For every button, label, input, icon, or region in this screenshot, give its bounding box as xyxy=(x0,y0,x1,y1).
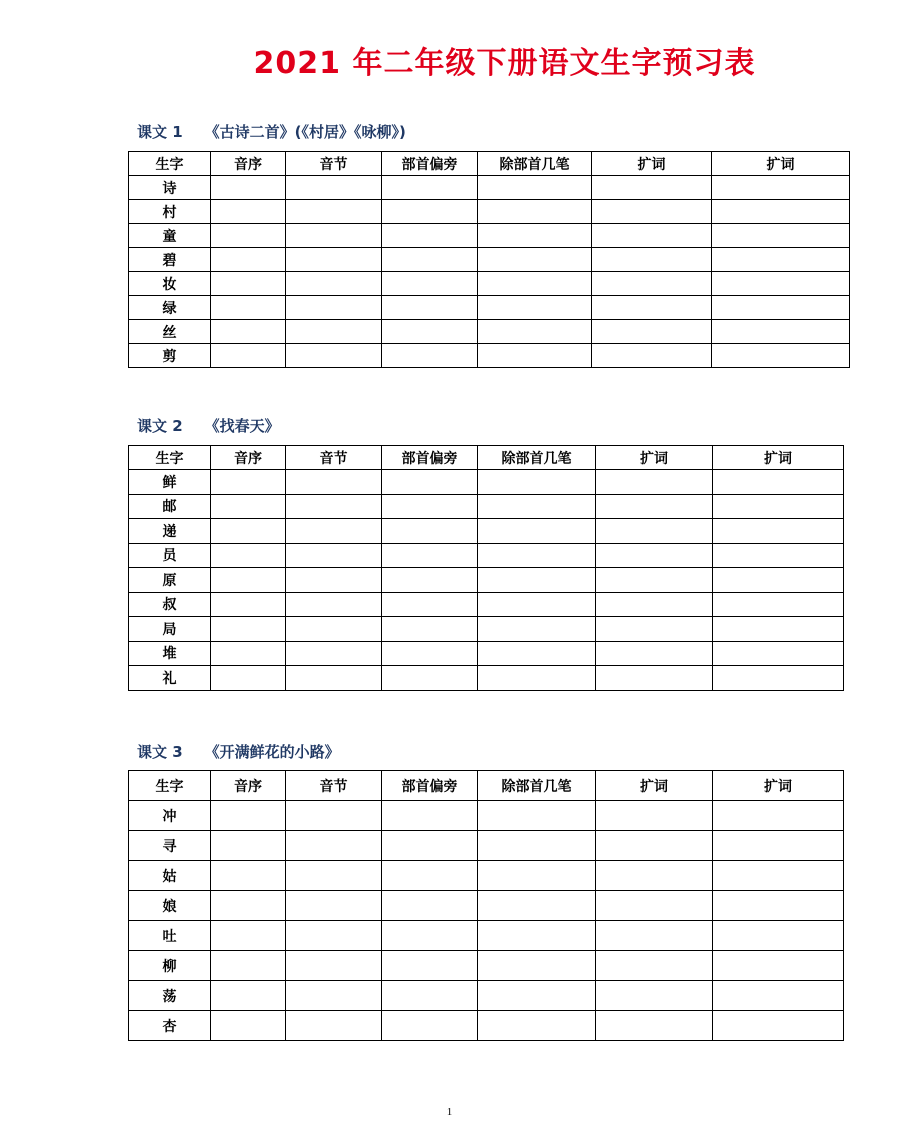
blank-answer-cell[interactable] xyxy=(713,921,844,951)
character-cell: 诗 xyxy=(129,176,211,200)
blank-answer-cell[interactable] xyxy=(592,272,712,296)
blank-answer-cell[interactable] xyxy=(478,568,596,593)
blank-answer-cell[interactable] xyxy=(596,519,713,544)
blank-answer-cell[interactable] xyxy=(478,344,592,368)
table-header-row xyxy=(129,446,844,470)
character-cell: 村 xyxy=(129,200,211,224)
blank-answer-cell[interactable] xyxy=(286,470,382,495)
blank-answer-cell[interactable] xyxy=(211,951,286,981)
blank-answer-cell[interactable] xyxy=(211,320,286,344)
table-row xyxy=(129,861,844,891)
blank-answer-cell[interactable] xyxy=(596,470,713,495)
blank-answer-cell[interactable] xyxy=(478,224,592,248)
blank-answer-cell[interactable] xyxy=(596,543,713,568)
blank-answer-cell[interactable] xyxy=(712,272,850,296)
blank-answer-cell[interactable] xyxy=(713,519,844,544)
blank-answer-cell[interactable] xyxy=(286,592,382,617)
table-row xyxy=(129,224,850,248)
blank-answer-cell[interactable] xyxy=(211,831,286,861)
blank-answer-cell[interactable] xyxy=(478,296,592,320)
blank-answer-cell[interactable] xyxy=(478,592,596,617)
lesson-title: 《找春天》 xyxy=(204,417,280,435)
column-header: 扩词 xyxy=(712,152,850,176)
lesson-heading-3 xyxy=(137,741,340,762)
vocab-table-lesson-3 xyxy=(128,770,844,1041)
blank-answer-cell[interactable] xyxy=(592,224,712,248)
table-row xyxy=(129,666,844,691)
blank-answer-cell[interactable] xyxy=(211,891,286,921)
lesson-heading-1 xyxy=(137,121,406,142)
column-header: 音节 xyxy=(286,771,382,801)
blank-answer-cell[interactable] xyxy=(382,176,478,200)
table-row xyxy=(129,921,844,951)
character-cell: 柳 xyxy=(129,951,211,981)
blank-answer-cell[interactable] xyxy=(596,641,713,666)
blank-answer-cell[interactable] xyxy=(211,617,286,642)
blank-answer-cell[interactable] xyxy=(713,891,844,921)
blank-answer-cell[interactable] xyxy=(596,801,713,831)
character-cell: 碧 xyxy=(129,248,211,272)
blank-answer-cell[interactable] xyxy=(382,617,478,642)
blank-answer-cell[interactable] xyxy=(382,951,478,981)
lesson-number: 课文 2 xyxy=(137,417,183,435)
blank-answer-cell[interactable] xyxy=(478,666,596,691)
blank-answer-cell[interactable] xyxy=(382,981,478,1011)
table-row xyxy=(129,617,844,642)
blank-answer-cell[interactable] xyxy=(211,641,286,666)
table-row xyxy=(129,176,850,200)
character-cell: 员 xyxy=(129,543,211,568)
column-header: 扩词 xyxy=(592,152,712,176)
blank-answer-cell[interactable] xyxy=(382,272,478,296)
blank-answer-cell[interactable] xyxy=(478,543,596,568)
column-header: 音节 xyxy=(286,446,382,470)
lesson-number: 课文 3 xyxy=(137,743,183,761)
blank-answer-cell[interactable] xyxy=(382,568,478,593)
blank-answer-cell[interactable] xyxy=(596,494,713,519)
character-cell: 绿 xyxy=(129,296,211,320)
blank-answer-cell[interactable] xyxy=(211,224,286,248)
table-row xyxy=(129,568,844,593)
table-row xyxy=(129,470,844,495)
character-cell: 荡 xyxy=(129,981,211,1011)
blank-answer-cell[interactable] xyxy=(382,344,478,368)
blank-answer-cell[interactable] xyxy=(712,224,850,248)
character-cell: 童 xyxy=(129,224,211,248)
blank-answer-cell[interactable] xyxy=(478,470,596,495)
blank-answer-cell[interactable] xyxy=(382,320,478,344)
blank-answer-cell[interactable] xyxy=(211,921,286,951)
table-row xyxy=(129,981,844,1011)
table-row xyxy=(129,641,844,666)
blank-answer-cell[interactable] xyxy=(713,494,844,519)
blank-answer-cell[interactable] xyxy=(211,248,286,272)
column-header: 除部首几笔 xyxy=(478,446,596,470)
character-cell: 剪 xyxy=(129,344,211,368)
blank-answer-cell[interactable] xyxy=(286,641,382,666)
blank-answer-cell[interactable] xyxy=(211,200,286,224)
column-header: 音序 xyxy=(211,446,286,470)
blank-answer-cell[interactable] xyxy=(712,296,850,320)
column-header: 除部首几笔 xyxy=(478,771,596,801)
blank-answer-cell[interactable] xyxy=(592,248,712,272)
blank-answer-cell[interactable] xyxy=(596,891,713,921)
blank-answer-cell[interactable] xyxy=(713,617,844,642)
blank-answer-cell[interactable] xyxy=(286,272,382,296)
table-header-row xyxy=(129,152,850,176)
column-header: 扩词 xyxy=(596,446,713,470)
blank-answer-cell[interactable] xyxy=(478,1011,596,1041)
blank-answer-cell[interactable] xyxy=(286,801,382,831)
blank-answer-cell[interactable] xyxy=(286,1011,382,1041)
blank-answer-cell[interactable] xyxy=(713,641,844,666)
blank-answer-cell[interactable] xyxy=(592,176,712,200)
blank-answer-cell[interactable] xyxy=(478,981,596,1011)
column-header: 扩词 xyxy=(596,771,713,801)
blank-answer-cell[interactable] xyxy=(712,200,850,224)
blank-answer-cell[interactable] xyxy=(211,494,286,519)
blank-answer-cell[interactable] xyxy=(382,831,478,861)
blank-answer-cell[interactable] xyxy=(382,494,478,519)
character-cell: 递 xyxy=(129,519,211,544)
blank-answer-cell[interactable] xyxy=(286,568,382,593)
blank-answer-cell[interactable] xyxy=(713,568,844,593)
character-cell: 杏 xyxy=(129,1011,211,1041)
table-row xyxy=(129,801,844,831)
blank-answer-cell[interactable] xyxy=(211,272,286,296)
blank-answer-cell[interactable] xyxy=(286,617,382,642)
blank-answer-cell[interactable] xyxy=(211,470,286,495)
lesson-title: 《开满鲜花的小路》 xyxy=(204,743,340,761)
blank-answer-cell[interactable] xyxy=(478,891,596,921)
column-header: 扩词 xyxy=(713,771,844,801)
blank-answer-cell[interactable] xyxy=(286,543,382,568)
table-row xyxy=(129,543,844,568)
character-cell: 丝 xyxy=(129,320,211,344)
blank-answer-cell[interactable] xyxy=(286,831,382,861)
character-cell: 局 xyxy=(129,617,211,642)
blank-answer-cell[interactable] xyxy=(211,543,286,568)
column-header: 音序 xyxy=(211,152,286,176)
blank-answer-cell[interactable] xyxy=(286,494,382,519)
blank-answer-cell[interactable] xyxy=(382,641,478,666)
blank-answer-cell[interactable] xyxy=(712,248,850,272)
blank-answer-cell[interactable] xyxy=(211,344,286,368)
blank-answer-cell[interactable] xyxy=(286,921,382,951)
blank-answer-cell[interactable] xyxy=(596,831,713,861)
blank-answer-cell[interactable] xyxy=(478,861,596,891)
table-row xyxy=(129,519,844,544)
blank-answer-cell[interactable] xyxy=(382,470,478,495)
blank-answer-cell[interactable] xyxy=(478,320,592,344)
character-cell: 鲜 xyxy=(129,470,211,495)
column-header: 部首偏旁 xyxy=(382,152,478,176)
vocab-table-lesson-2 xyxy=(128,445,844,691)
character-cell: 堆 xyxy=(129,641,211,666)
blank-answer-cell[interactable] xyxy=(286,861,382,891)
blank-answer-cell[interactable] xyxy=(382,519,478,544)
blank-answer-cell[interactable] xyxy=(596,666,713,691)
table-row xyxy=(129,272,850,296)
blank-answer-cell[interactable] xyxy=(211,592,286,617)
blank-answer-cell[interactable] xyxy=(596,981,713,1011)
table-row xyxy=(129,344,850,368)
blank-answer-cell[interactable] xyxy=(286,224,382,248)
character-cell: 吐 xyxy=(129,921,211,951)
blank-answer-cell[interactable] xyxy=(382,921,478,951)
column-header: 部首偏旁 xyxy=(382,446,478,470)
column-header: 音序 xyxy=(211,771,286,801)
blank-answer-cell[interactable] xyxy=(478,176,592,200)
character-cell: 姑 xyxy=(129,861,211,891)
blank-answer-cell[interactable] xyxy=(286,666,382,691)
blank-answer-cell[interactable] xyxy=(596,1011,713,1041)
blank-answer-cell[interactable] xyxy=(713,951,844,981)
blank-answer-cell[interactable] xyxy=(713,1011,844,1041)
blank-answer-cell[interactable] xyxy=(211,519,286,544)
blank-answer-cell[interactable] xyxy=(713,861,844,891)
blank-answer-cell[interactable] xyxy=(286,344,382,368)
blank-answer-cell[interactable] xyxy=(478,921,596,951)
blank-answer-cell[interactable] xyxy=(382,543,478,568)
blank-answer-cell[interactable] xyxy=(478,200,592,224)
lesson-heading-2 xyxy=(137,415,280,436)
blank-answer-cell[interactable] xyxy=(286,200,382,224)
blank-answer-cell[interactable] xyxy=(286,176,382,200)
blank-answer-cell[interactable] xyxy=(286,320,382,344)
table-row xyxy=(129,1011,844,1041)
blank-answer-cell[interactable] xyxy=(382,296,478,320)
blank-answer-cell[interactable] xyxy=(211,296,286,320)
column-header: 生字 xyxy=(129,152,211,176)
character-cell: 冲 xyxy=(129,801,211,831)
blank-answer-cell[interactable] xyxy=(478,801,596,831)
blank-answer-cell[interactable] xyxy=(286,951,382,981)
blank-answer-cell[interactable] xyxy=(596,921,713,951)
blank-answer-cell[interactable] xyxy=(382,1011,478,1041)
blank-answer-cell[interactable] xyxy=(286,296,382,320)
blank-answer-cell[interactable] xyxy=(382,200,478,224)
character-cell: 寻 xyxy=(129,831,211,861)
table-row xyxy=(129,296,850,320)
blank-answer-cell[interactable] xyxy=(478,641,596,666)
character-cell: 娘 xyxy=(129,891,211,921)
blank-answer-cell[interactable] xyxy=(382,891,478,921)
blank-answer-cell[interactable] xyxy=(478,951,596,981)
page-number: 1 xyxy=(446,1106,453,1118)
blank-answer-cell[interactable] xyxy=(713,801,844,831)
table-header-row xyxy=(129,771,844,801)
lesson-title: 《古诗二首》(《村居》《咏柳》) xyxy=(204,123,406,141)
table-row xyxy=(129,200,850,224)
blank-answer-cell[interactable] xyxy=(286,981,382,1011)
blank-answer-cell[interactable] xyxy=(286,891,382,921)
blank-answer-cell[interactable] xyxy=(478,272,592,296)
blank-answer-cell[interactable] xyxy=(211,981,286,1011)
table-row xyxy=(129,248,850,272)
character-cell: 礼 xyxy=(129,666,211,691)
character-cell: 邮 xyxy=(129,494,211,519)
column-header: 生字 xyxy=(129,771,211,801)
blank-answer-cell[interactable] xyxy=(713,831,844,861)
blank-answer-cell[interactable] xyxy=(286,248,382,272)
blank-answer-cell[interactable] xyxy=(211,666,286,691)
blank-answer-cell[interactable] xyxy=(713,470,844,495)
blank-answer-cell[interactable] xyxy=(592,200,712,224)
blank-answer-cell[interactable] xyxy=(211,176,286,200)
table-row xyxy=(129,320,850,344)
blank-answer-cell[interactable] xyxy=(596,861,713,891)
character-cell: 叔 xyxy=(129,592,211,617)
blank-answer-cell[interactable] xyxy=(596,951,713,981)
lesson-number: 课文 1 xyxy=(137,123,183,141)
table-row xyxy=(129,592,844,617)
blank-answer-cell[interactable] xyxy=(211,568,286,593)
blank-answer-cell[interactable] xyxy=(713,543,844,568)
column-header: 扩词 xyxy=(713,446,844,470)
blank-answer-cell[interactable] xyxy=(211,861,286,891)
table-row xyxy=(129,831,844,861)
blank-answer-cell[interactable] xyxy=(382,666,478,691)
blank-answer-cell[interactable] xyxy=(712,344,850,368)
blank-answer-cell[interactable] xyxy=(712,176,850,200)
blank-answer-cell[interactable] xyxy=(592,296,712,320)
column-header: 部首偏旁 xyxy=(382,771,478,801)
character-cell: 原 xyxy=(129,568,211,593)
blank-answer-cell[interactable] xyxy=(286,519,382,544)
blank-answer-cell[interactable] xyxy=(382,801,478,831)
blank-answer-cell[interactable] xyxy=(211,801,286,831)
table-row xyxy=(129,951,844,981)
column-header: 音节 xyxy=(286,152,382,176)
blank-answer-cell[interactable] xyxy=(713,592,844,617)
blank-answer-cell[interactable] xyxy=(596,592,713,617)
blank-answer-cell[interactable] xyxy=(382,224,478,248)
column-header: 生字 xyxy=(129,446,211,470)
blank-answer-cell[interactable] xyxy=(478,494,596,519)
blank-answer-cell[interactable] xyxy=(382,861,478,891)
blank-answer-cell[interactable] xyxy=(713,666,844,691)
blank-answer-cell[interactable] xyxy=(478,617,596,642)
vocab-table-lesson-1 xyxy=(128,151,850,368)
blank-answer-cell[interactable] xyxy=(478,831,596,861)
blank-answer-cell[interactable] xyxy=(478,519,596,544)
blank-answer-cell[interactable] xyxy=(211,1011,286,1041)
table-row xyxy=(129,494,844,519)
blank-answer-cell[interactable] xyxy=(382,248,478,272)
character-cell: 妆 xyxy=(129,272,211,296)
blank-answer-cell[interactable] xyxy=(713,981,844,1011)
blank-answer-cell[interactable] xyxy=(382,592,478,617)
blank-answer-cell[interactable] xyxy=(712,320,850,344)
table-row xyxy=(129,891,844,921)
blank-answer-cell[interactable] xyxy=(592,320,712,344)
blank-answer-cell[interactable] xyxy=(596,617,713,642)
blank-answer-cell[interactable] xyxy=(592,344,712,368)
blank-answer-cell[interactable] xyxy=(596,568,713,593)
page-title: 2021 年二年级下册语文生字预习表 xyxy=(253,46,756,81)
column-header: 除部首几笔 xyxy=(478,152,592,176)
blank-answer-cell[interactable] xyxy=(478,248,592,272)
